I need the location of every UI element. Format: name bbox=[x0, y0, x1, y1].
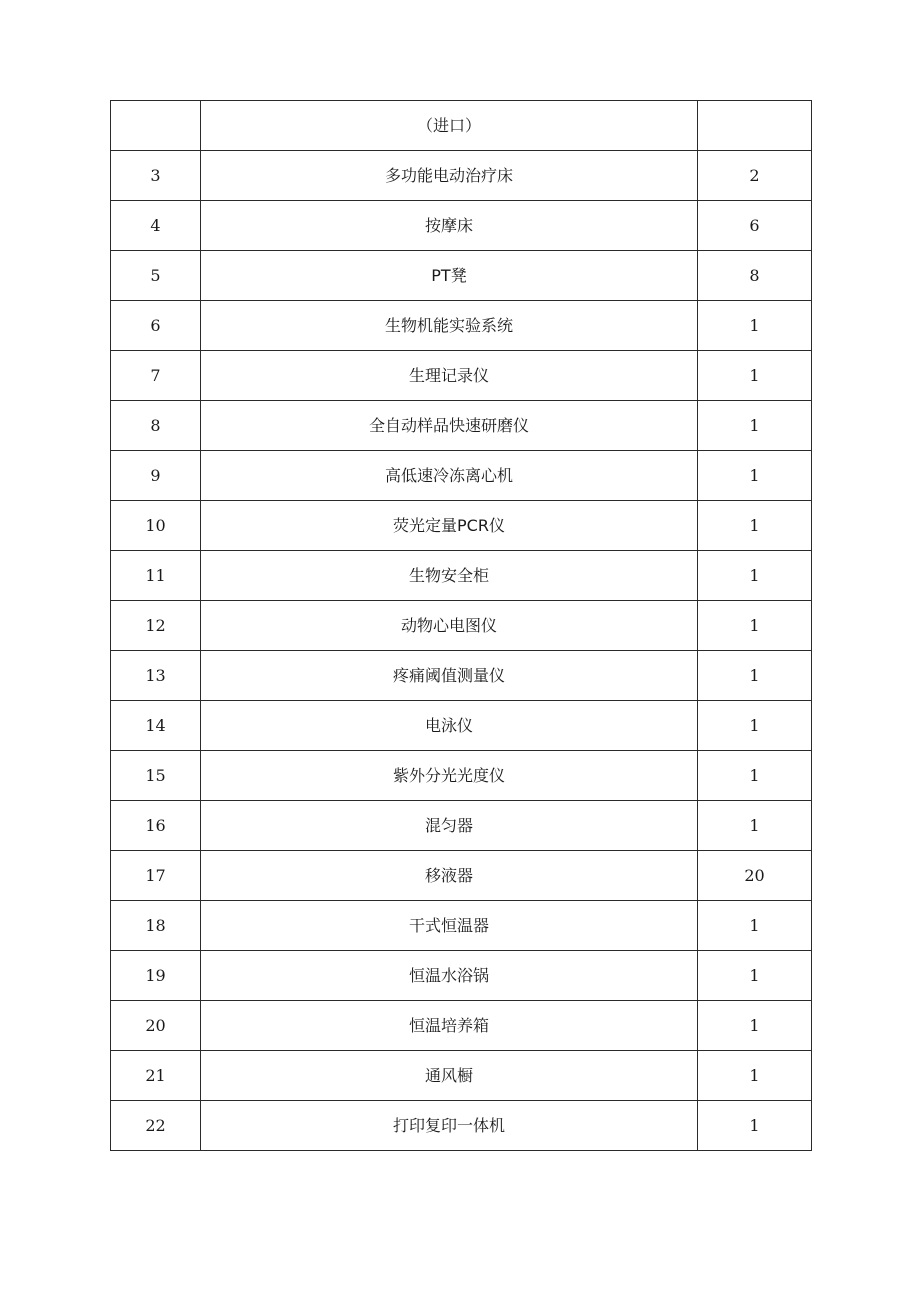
equipment-name-cell: 高低速冷冻离心机 bbox=[201, 451, 698, 501]
equipment-table bbox=[110, 100, 812, 1151]
table-row bbox=[111, 701, 812, 751]
quantity-cell: 1 bbox=[698, 801, 812, 851]
row-number-cell: 11 bbox=[111, 551, 201, 601]
equipment-name-cell: 全自动样品快速研磨仪 bbox=[201, 401, 698, 451]
row-number-cell: 4 bbox=[111, 201, 201, 251]
row-number-cell: 7 bbox=[111, 351, 201, 401]
row-number-cell: 5 bbox=[111, 251, 201, 301]
table-row bbox=[111, 251, 812, 301]
equipment-name-cell: 生理记录仪 bbox=[201, 351, 698, 401]
row-number-cell: 21 bbox=[111, 1051, 201, 1101]
equipment-name-cell: 生物机能实验系统 bbox=[201, 301, 698, 351]
quantity-cell: 1 bbox=[698, 951, 812, 1001]
row-number-cell: 6 bbox=[111, 301, 201, 351]
quantity-cell: 1 bbox=[698, 1101, 812, 1151]
quantity-cell: 1 bbox=[698, 1001, 812, 1051]
quantity-cell: 8 bbox=[698, 251, 812, 301]
quantity-cell: 1 bbox=[698, 651, 812, 701]
row-number-cell: 16 bbox=[111, 801, 201, 851]
equipment-name-cell: 打印复印一体机 bbox=[201, 1101, 698, 1151]
row-number-cell: 9 bbox=[111, 451, 201, 501]
equipment-name-cell: 恒温水浴锅 bbox=[201, 951, 698, 1001]
row-number-cell: 15 bbox=[111, 751, 201, 801]
quantity-cell: 2 bbox=[698, 151, 812, 201]
equipment-name-cell: 混匀器 bbox=[201, 801, 698, 851]
table-row bbox=[111, 951, 812, 1001]
quantity-cell bbox=[698, 101, 812, 151]
quantity-cell: 1 bbox=[698, 401, 812, 451]
table-row bbox=[111, 601, 812, 651]
quantity-cell: 1 bbox=[698, 901, 812, 951]
row-number-cell: 19 bbox=[111, 951, 201, 1001]
equipment-name-cell: 紫外分光光度仪 bbox=[201, 751, 698, 801]
row-number-cell: 10 bbox=[111, 501, 201, 551]
table-row bbox=[111, 101, 812, 151]
table-row bbox=[111, 851, 812, 901]
quantity-cell: 1 bbox=[698, 751, 812, 801]
quantity-cell: 1 bbox=[698, 451, 812, 501]
table-row bbox=[111, 501, 812, 551]
equipment-name-cell: 移液器 bbox=[201, 851, 698, 901]
row-number-cell: 18 bbox=[111, 901, 201, 951]
equipment-name-cell: （进口） bbox=[201, 101, 698, 151]
table-row bbox=[111, 351, 812, 401]
table-row bbox=[111, 1101, 812, 1151]
equipment-name-cell: 生物安全柜 bbox=[201, 551, 698, 601]
table-row bbox=[111, 401, 812, 451]
table-row bbox=[111, 201, 812, 251]
equipment-name-cell: 动物心电图仪 bbox=[201, 601, 698, 651]
equipment-name-cell: 疼痛阈值测量仪 bbox=[201, 651, 698, 701]
table-row bbox=[111, 301, 812, 351]
row-number-cell bbox=[111, 101, 201, 151]
quantity-cell: 1 bbox=[698, 301, 812, 351]
equipment-name-cell: 恒温培养箱 bbox=[201, 1001, 698, 1051]
equipment-name-cell: 电泳仪 bbox=[201, 701, 698, 751]
table-row bbox=[111, 551, 812, 601]
quantity-cell: 6 bbox=[698, 201, 812, 251]
quantity-cell: 1 bbox=[698, 1051, 812, 1101]
table-row bbox=[111, 1001, 812, 1051]
equipment-name-cell: PT凳 bbox=[201, 251, 698, 301]
row-number-cell: 13 bbox=[111, 651, 201, 701]
equipment-name-cell: 干式恒温器 bbox=[201, 901, 698, 951]
table-row bbox=[111, 901, 812, 951]
row-number-cell: 20 bbox=[111, 1001, 201, 1051]
quantity-cell: 1 bbox=[698, 701, 812, 751]
table-row bbox=[111, 151, 812, 201]
table-row bbox=[111, 801, 812, 851]
quantity-cell: 1 bbox=[698, 501, 812, 551]
table-row bbox=[111, 451, 812, 501]
row-number-cell: 8 bbox=[111, 401, 201, 451]
row-number-cell: 22 bbox=[111, 1101, 201, 1151]
quantity-cell: 1 bbox=[698, 551, 812, 601]
row-number-cell: 14 bbox=[111, 701, 201, 751]
table-row bbox=[111, 651, 812, 701]
equipment-table-body bbox=[111, 101, 812, 1151]
row-number-cell: 12 bbox=[111, 601, 201, 651]
equipment-name-cell: 多功能电动治疗床 bbox=[201, 151, 698, 201]
quantity-cell: 1 bbox=[698, 601, 812, 651]
quantity-cell: 1 bbox=[698, 351, 812, 401]
equipment-name-cell: 按摩床 bbox=[201, 201, 698, 251]
row-number-cell: 3 bbox=[111, 151, 201, 201]
quantity-cell: 20 bbox=[698, 851, 812, 901]
equipment-name-cell: 荧光定量PCR仪 bbox=[201, 501, 698, 551]
table-row bbox=[111, 1051, 812, 1101]
row-number-cell: 17 bbox=[111, 851, 201, 901]
table-row bbox=[111, 751, 812, 801]
equipment-name-cell: 通风橱 bbox=[201, 1051, 698, 1101]
